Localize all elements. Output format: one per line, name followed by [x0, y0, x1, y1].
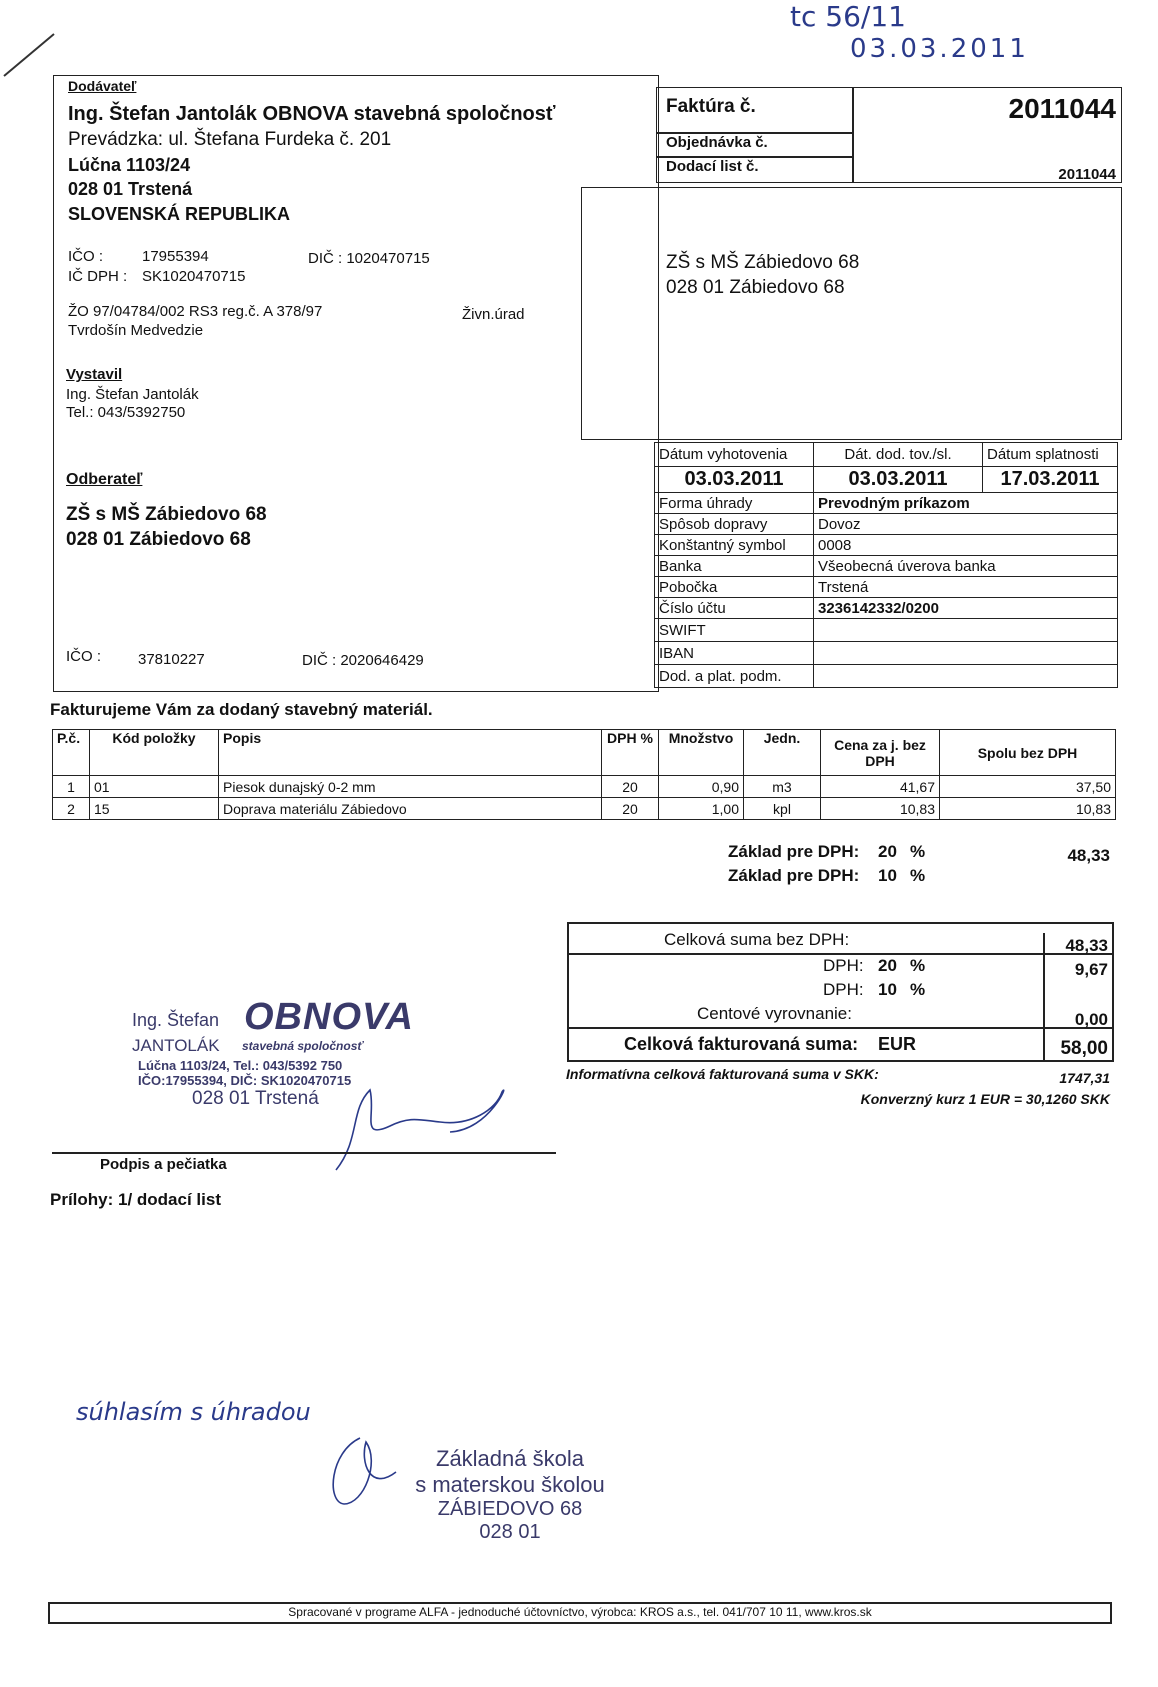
vat20-label: DPH: [823, 956, 864, 975]
table-row [53, 798, 1116, 820]
cell-desc: Doprava materiálu Zábiedovo [219, 798, 602, 820]
cell-vat: 20 [602, 798, 659, 820]
supplier-country: SLOVENSKÁ REPUBLIKA [68, 204, 291, 224]
stamp-line4: IČO:17955394, DIČ: SK1020470715 [138, 1073, 352, 1088]
payment-label: Spôsob dopravy [655, 514, 814, 535]
date-delivery: 03.03.2011 [814, 467, 983, 493]
school-line4: 028 01 [479, 1521, 541, 1543]
date-due-label: Dátum splatnosti [983, 443, 1118, 467]
cell-qty: 0,90 [659, 776, 744, 798]
payment-label: Forma úhrady [655, 493, 814, 514]
delivery-label: Dodací list č. [666, 158, 759, 175]
supplier-name: Ing. Štefan Jantolák OBNOVA stavebná spoločnosť [68, 103, 556, 125]
stamp-line1: Ing. Štefan [132, 1010, 220, 1030]
school-line3: ZÁBIEDOVO 68 [437, 1498, 583, 1520]
conversion-rate: Konverzný kurz 1 EUR = 30,1260 SKK [860, 1091, 1110, 1107]
col-header: P.č. [53, 730, 90, 776]
cell-qty: 1,00 [659, 798, 744, 820]
payment-value: Všeobecná úverova banka [814, 556, 1118, 577]
base20-pct: % [910, 842, 926, 861]
issuer-tel: Tel.: 043/5392750 [66, 404, 186, 421]
payment-value [814, 642, 1118, 665]
col-header: Jedn. [744, 730, 821, 776]
grand-currency: EUR [878, 1034, 917, 1054]
order-label: Objednávka č. [666, 134, 768, 151]
stamp-line5: 028 01 Trstená [192, 1088, 319, 1109]
col-header: Kód položky [90, 730, 219, 776]
cell-pc: 1 [53, 776, 90, 798]
base10-rate: 10 [878, 866, 897, 885]
rounding-label: Centové vyrovnanie: [697, 1004, 852, 1023]
date-due: 17.03.2011 [983, 467, 1118, 493]
payment-label: Banka [655, 556, 814, 577]
col-header: Cena za j. bez DPH [821, 730, 940, 776]
date-delivery-label: Dát. dod. tov./sl. [814, 443, 983, 467]
payment-table [654, 442, 1118, 688]
supplier-ico-label: IČO : [68, 248, 104, 265]
customer-dic: DIČ : 2020646429 [302, 652, 424, 669]
school-stamp [380, 1446, 640, 1544]
payment-value: Dovoz [814, 514, 1118, 535]
stamp-line3: Lúčna 1103/24, Tel.: 043/5392 750 [138, 1058, 343, 1073]
vat20-rate: 20 [878, 956, 897, 975]
cell-code: 15 [90, 798, 219, 820]
payment-label: IBAN [655, 642, 814, 665]
cell-total: 10,83 [940, 798, 1116, 820]
address-line2: 028 01 Zábiedovo 68 [666, 277, 845, 298]
items-table [52, 729, 1116, 820]
vat10-pct: % [910, 980, 926, 999]
cell-price: 10,83 [821, 798, 940, 820]
payment-value: Prevodným príkazom [814, 493, 1118, 514]
base20-value: 48,33 [1067, 846, 1110, 865]
supplier-icdph: SK1020470715 [142, 268, 246, 285]
supplier-city: 028 01 Trstená [68, 179, 193, 199]
table-row [53, 776, 1116, 798]
address-line1: ZŠ s MŠ Zábiedovo 68 [666, 252, 860, 273]
supplier-office: Tvrdošín Medvedzie [68, 322, 204, 339]
payment-value [814, 665, 1118, 688]
invoice-label: Faktúra č. [666, 96, 756, 117]
cell-code: 01 [90, 776, 219, 798]
footer-text: Spracované v programe ALFA - jednoduché účtovníctvo, výrobca: KROS a.s., tel. 041/707 10 11, www.kros.sk [288, 1605, 872, 1619]
cell-price: 41,67 [821, 776, 940, 798]
payment-value: 0008 [814, 535, 1118, 556]
approval-note: súhlasím s úhradou [76, 1398, 311, 1426]
payment-value: Trstená [814, 577, 1118, 598]
supplier-icdph-label: IČ DPH : [68, 268, 128, 285]
stamp-line2: JANTOLÁK [132, 1036, 220, 1055]
payment-value [814, 619, 1118, 642]
signature-line [52, 1152, 556, 1154]
school-line1: Základná škola [436, 1446, 584, 1471]
pen-mark [0, 30, 60, 80]
payment-label: Dod. a plat. podm. [655, 665, 814, 688]
handwritten-ref: tc 56/11 [790, 0, 906, 33]
stamp-line2b: stavebná spoločnosť [242, 1039, 364, 1053]
issuer-heading: Vystavil [66, 366, 123, 383]
cell-unit: m3 [744, 776, 821, 798]
skk-value: 1747,31 [1059, 1070, 1110, 1086]
handwritten-date: 03.03.2011 [850, 34, 1029, 64]
rounding-value: 0,00 [1074, 1010, 1108, 1029]
supplier-zivn: Živn.úrad [462, 306, 525, 323]
cell-vat: 20 [602, 776, 659, 798]
payment-label: Pobočka [655, 577, 814, 598]
base10-label: Základ pre DPH: [728, 866, 860, 885]
vat10-rate: 10 [878, 980, 897, 999]
payment-label: Konštantný symbol [655, 535, 814, 556]
col-header: DPH % [602, 730, 659, 776]
delivery-number: 2011044 [1058, 166, 1116, 183]
skk-label: Informatívna celková fakturovaná suma v SKK: [566, 1066, 879, 1082]
col-header: Množstvo [659, 730, 744, 776]
payment-value: 3236142332/0200 [814, 598, 1118, 619]
customer-ico-label: IČO : [66, 648, 102, 665]
school-line2: s materskou školou [415, 1472, 605, 1497]
signature-label: Podpis a pečiatka [100, 1156, 227, 1173]
col-header: Popis [219, 730, 602, 776]
vat20-value: 9,67 [1074, 960, 1108, 979]
supplier-ico: 17955394 [142, 248, 209, 265]
intro-text: Fakturujeme Vám za dodaný stavebný materiál. [50, 700, 433, 719]
customer-ico: 37810227 [138, 651, 205, 668]
cell-pc: 2 [53, 798, 90, 820]
date-issued: 03.03.2011 [655, 467, 814, 493]
customer-heading: Odberateľ [66, 471, 143, 488]
cell-unit: kpl [744, 798, 821, 820]
net-label: Celková suma bez DPH: [664, 930, 850, 949]
base20-label: Základ pre DPH: [728, 842, 860, 861]
supplier-dic: DIČ : 1020470715 [308, 250, 430, 267]
vat10-label: DPH: [823, 980, 864, 999]
supplier-street: Lúčna 1103/24 [68, 155, 191, 175]
payment-label: SWIFT [655, 619, 814, 642]
vat20-pct: % [910, 956, 926, 975]
attachments: Prílohy: 1/ dodací list [50, 1190, 221, 1209]
address-box [581, 187, 1122, 440]
col-header: Spolu bez DPH [940, 730, 1116, 776]
cell-desc: Piesok dunajský 0-2 mm [219, 776, 602, 798]
payment-label: Číslo účtu [655, 598, 814, 619]
supplier-zo: ŽO 97/04784/002 RS3 reg.č. A 378/97 [68, 303, 323, 320]
base10-pct: % [910, 866, 926, 885]
supplier-premises: Prevádzka: ul. Štefana Furdeka č. 201 [68, 129, 392, 150]
net-value: 48,33 [1065, 936, 1108, 955]
customer-line1: ZŠ s MŠ Zábiedovo 68 [66, 504, 267, 525]
signature [320, 1070, 520, 1180]
grand-value: 58,00 [1060, 1038, 1108, 1059]
base20-rate: 20 [878, 842, 897, 861]
supplier-heading: Dodávateľ [68, 78, 137, 94]
date-issued-label: Dátum vyhotovenia [655, 443, 814, 467]
cell-total: 37,50 [940, 776, 1116, 798]
issuer-name: Ing. Štefan Jantolák [66, 386, 199, 403]
stamp-brand: OBNOVA [244, 996, 414, 1038]
grand-label: Celková fakturovaná suma: [624, 1034, 859, 1054]
customer-line2: 028 01 Zábiedovo 68 [66, 529, 251, 550]
invoice-number: 2011044 [1008, 93, 1116, 124]
